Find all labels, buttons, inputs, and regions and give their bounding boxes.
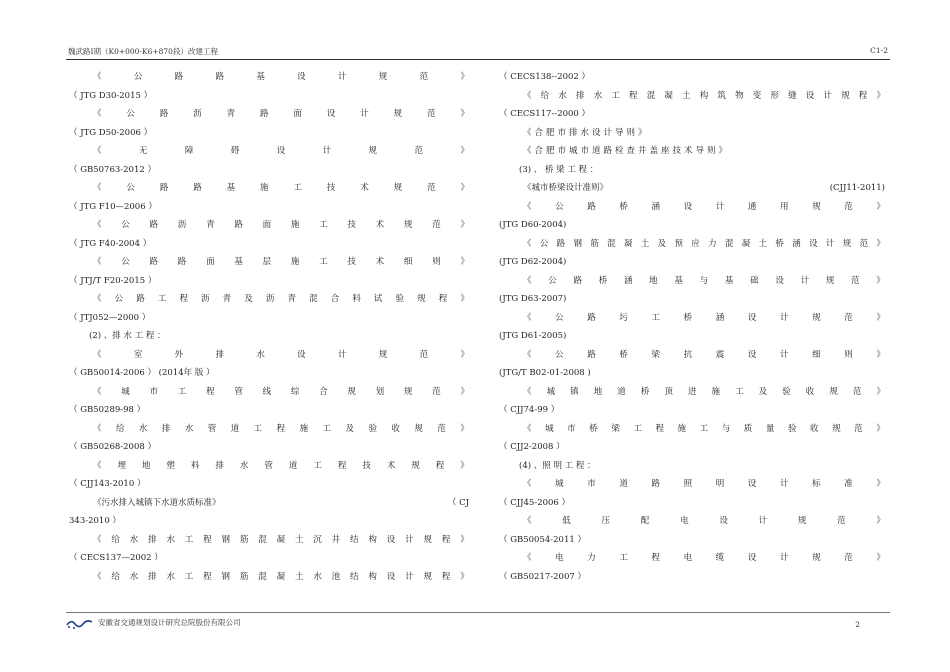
standard-code: (JTG D60-2004)	[499, 220, 567, 230]
standard-title: 《 城 市 桥 梁 工 程 施 工 与 质 量 验 收 规 范 》	[523, 423, 885, 434]
standard-title: 《 公 路 沥 青 路 面 设 计 规 范 》	[93, 109, 469, 119]
standard-title: 《 公 路 路 基 设 计 规 范 》	[93, 72, 469, 82]
standard-title: 《 给 水 排 水 工 程 混 凝 土 构 筑 物 变 形 缝 设 计 规 程 》	[523, 90, 885, 101]
standard-title: 《合肥市排水设计导则》	[523, 127, 650, 138]
standard-code-tail: (CJJ11-2011)	[829, 183, 885, 193]
standard-title: 《 公 路 沥 青 路 面 施 工 技 术 规 范 》	[93, 220, 469, 230]
company-name: 安徽省交通规划设计研究总院股份有限公司	[98, 618, 241, 627]
standard-title: 《 城 镇 地 道 桥 顶 进 施 工 及 验 收 规 范 》	[523, 386, 885, 397]
standard-code: （ CJJ45-2006 ）	[499, 497, 571, 508]
standard-title-text: 《城市桥梁设计准则》	[523, 183, 609, 193]
standard-code: （ GB50054-2011 ）	[499, 534, 586, 545]
section-heading: (4) 、照 明 工 程 ：	[519, 460, 596, 471]
standard-title-text: 《污水排入城镇下水道水质标准》	[93, 497, 221, 508]
standard-code: （ CECS138--2002 ）	[499, 72, 591, 82]
standard-code: （ JTG D30-2015 ）	[69, 90, 153, 101]
standard-title: 《 公 路 桥 涵 设 计 通 用 规 范 》	[523, 201, 885, 212]
standard-title: 《 低 压 配 电 设 计 规 范 》	[523, 516, 885, 526]
standard-code: （ JTJ052—2000 ）	[69, 312, 151, 323]
standard-title: 《 公 路 路 基 施 工 技 术 规 范 》	[93, 183, 469, 193]
standard-title: 《 城 市 工 程 管 线 综 合 规 划 规 范 》	[93, 386, 469, 397]
page-number: 2	[855, 620, 860, 629]
header-rule	[66, 59, 890, 60]
standard-code: (JTG D63-2007)	[499, 294, 567, 304]
standard-code: （ GB50268-2008 ）	[69, 442, 156, 452]
standard-code: （ CECS117--2000 ）	[499, 109, 591, 119]
standard-title	[69, 494, 469, 513]
standard-code: （ CJJ143-2010 ）	[69, 479, 146, 489]
standard-code: （ CECS137—2002 ）	[69, 553, 163, 563]
standard-code: （ JTG F10—2006 ）	[69, 201, 157, 212]
standard-title: 《合肥市城市道路检查井盖座技术导则》	[523, 146, 731, 156]
standard-code: (JTG D61-2005)	[499, 331, 567, 341]
standard-title: 《 公 路 桥 梁 抗 震 设 计 细 则 》	[523, 349, 885, 360]
right-column	[499, 68, 885, 586]
standard-title	[499, 179, 885, 198]
standard-code: （ CJJ74-99 ）	[499, 405, 560, 415]
standard-title: 《 城 市 道 路 照 明 设 计 标 准 》	[523, 479, 885, 489]
standard-title: 《 电 力 工 程 电 缆 设 计 规 范 》	[523, 553, 885, 563]
standard-title: 《 室 外 排 水 设 计 规 范 》	[93, 349, 469, 360]
footer-rule	[66, 612, 890, 613]
standard-title: 《 公 路 工 程 沥 青 及 沥 青 混 合 料 试 验 规 程 》	[93, 294, 469, 304]
standard-title: 《 给 水 排 水 管 道 工 程 施 工 及 验 收 规 范 》	[93, 423, 469, 434]
standard-code: （ JTG F40-2004 ）	[69, 238, 152, 249]
project-title: 魏武路Ⅰ期（K0+000-K6+870段）改建工程	[68, 47, 218, 56]
standard-title: 《 公 路 圬 工 桥 涵 设 计 规 范 》	[523, 312, 885, 323]
standard-code: （ GB50289-98 ）	[69, 405, 146, 415]
standard-title: 《 公 路 路 面 基 层 施 工 技 术 细 则 》	[93, 257, 469, 267]
standard-title: 《 公 路 桥 涵 地 基 与 基 础 设 计 规 范 》	[523, 275, 885, 286]
drawing-code: C1-2	[870, 46, 888, 55]
section-heading: (2) 、排 水 工 程 ：	[89, 331, 166, 341]
standard-code: （ JTJ/T F20-2015 ）	[69, 275, 157, 286]
company-logo-icon	[66, 616, 94, 630]
standard-title: 《 无 障 碍 设 计 规 范 》	[93, 146, 469, 156]
standard-code: （ CJJ2-2008 ）	[499, 442, 565, 452]
standard-title: 《 公 路 钢 筋 混 凝 土 及 预 应 力 混 凝 土 桥 涵 设 计 规 范 》	[523, 238, 885, 249]
standard-code: （ GB50014-2006 ） (2014年 版 ）	[69, 368, 215, 378]
standard-code: (JTG/T B02-01-2008 )	[499, 368, 591, 378]
standard-title: 《 给 水 排 水 工 程 钢 筋 混 凝 土 水 池 结 构 设 计 规 程 》	[93, 571, 469, 582]
standard-code: （ GB50763-2012 ）	[69, 164, 156, 175]
left-column	[69, 68, 469, 586]
standard-code: （ GB50217-2007 ）	[499, 571, 586, 582]
page-header	[68, 42, 888, 58]
section-heading: (3) 、 桥 梁 工 程 ：	[519, 164, 599, 175]
standard-code: （ JTG D50-2006 ）	[69, 127, 153, 138]
standard-code: 343-2010 ）	[69, 516, 121, 526]
standard-code-tail: （ CJ	[447, 497, 469, 508]
standard-title: 《 给 水 排 水 工 程 钢 筋 混 凝 土 沉 井 结 构 设 计 规 程 》	[93, 534, 469, 545]
standard-code: (JTG D62-2004)	[499, 257, 567, 267]
standard-title: 《 埋 地 塑 料 排 水 管 道 工 程 技 术 规 程 》	[93, 460, 469, 471]
